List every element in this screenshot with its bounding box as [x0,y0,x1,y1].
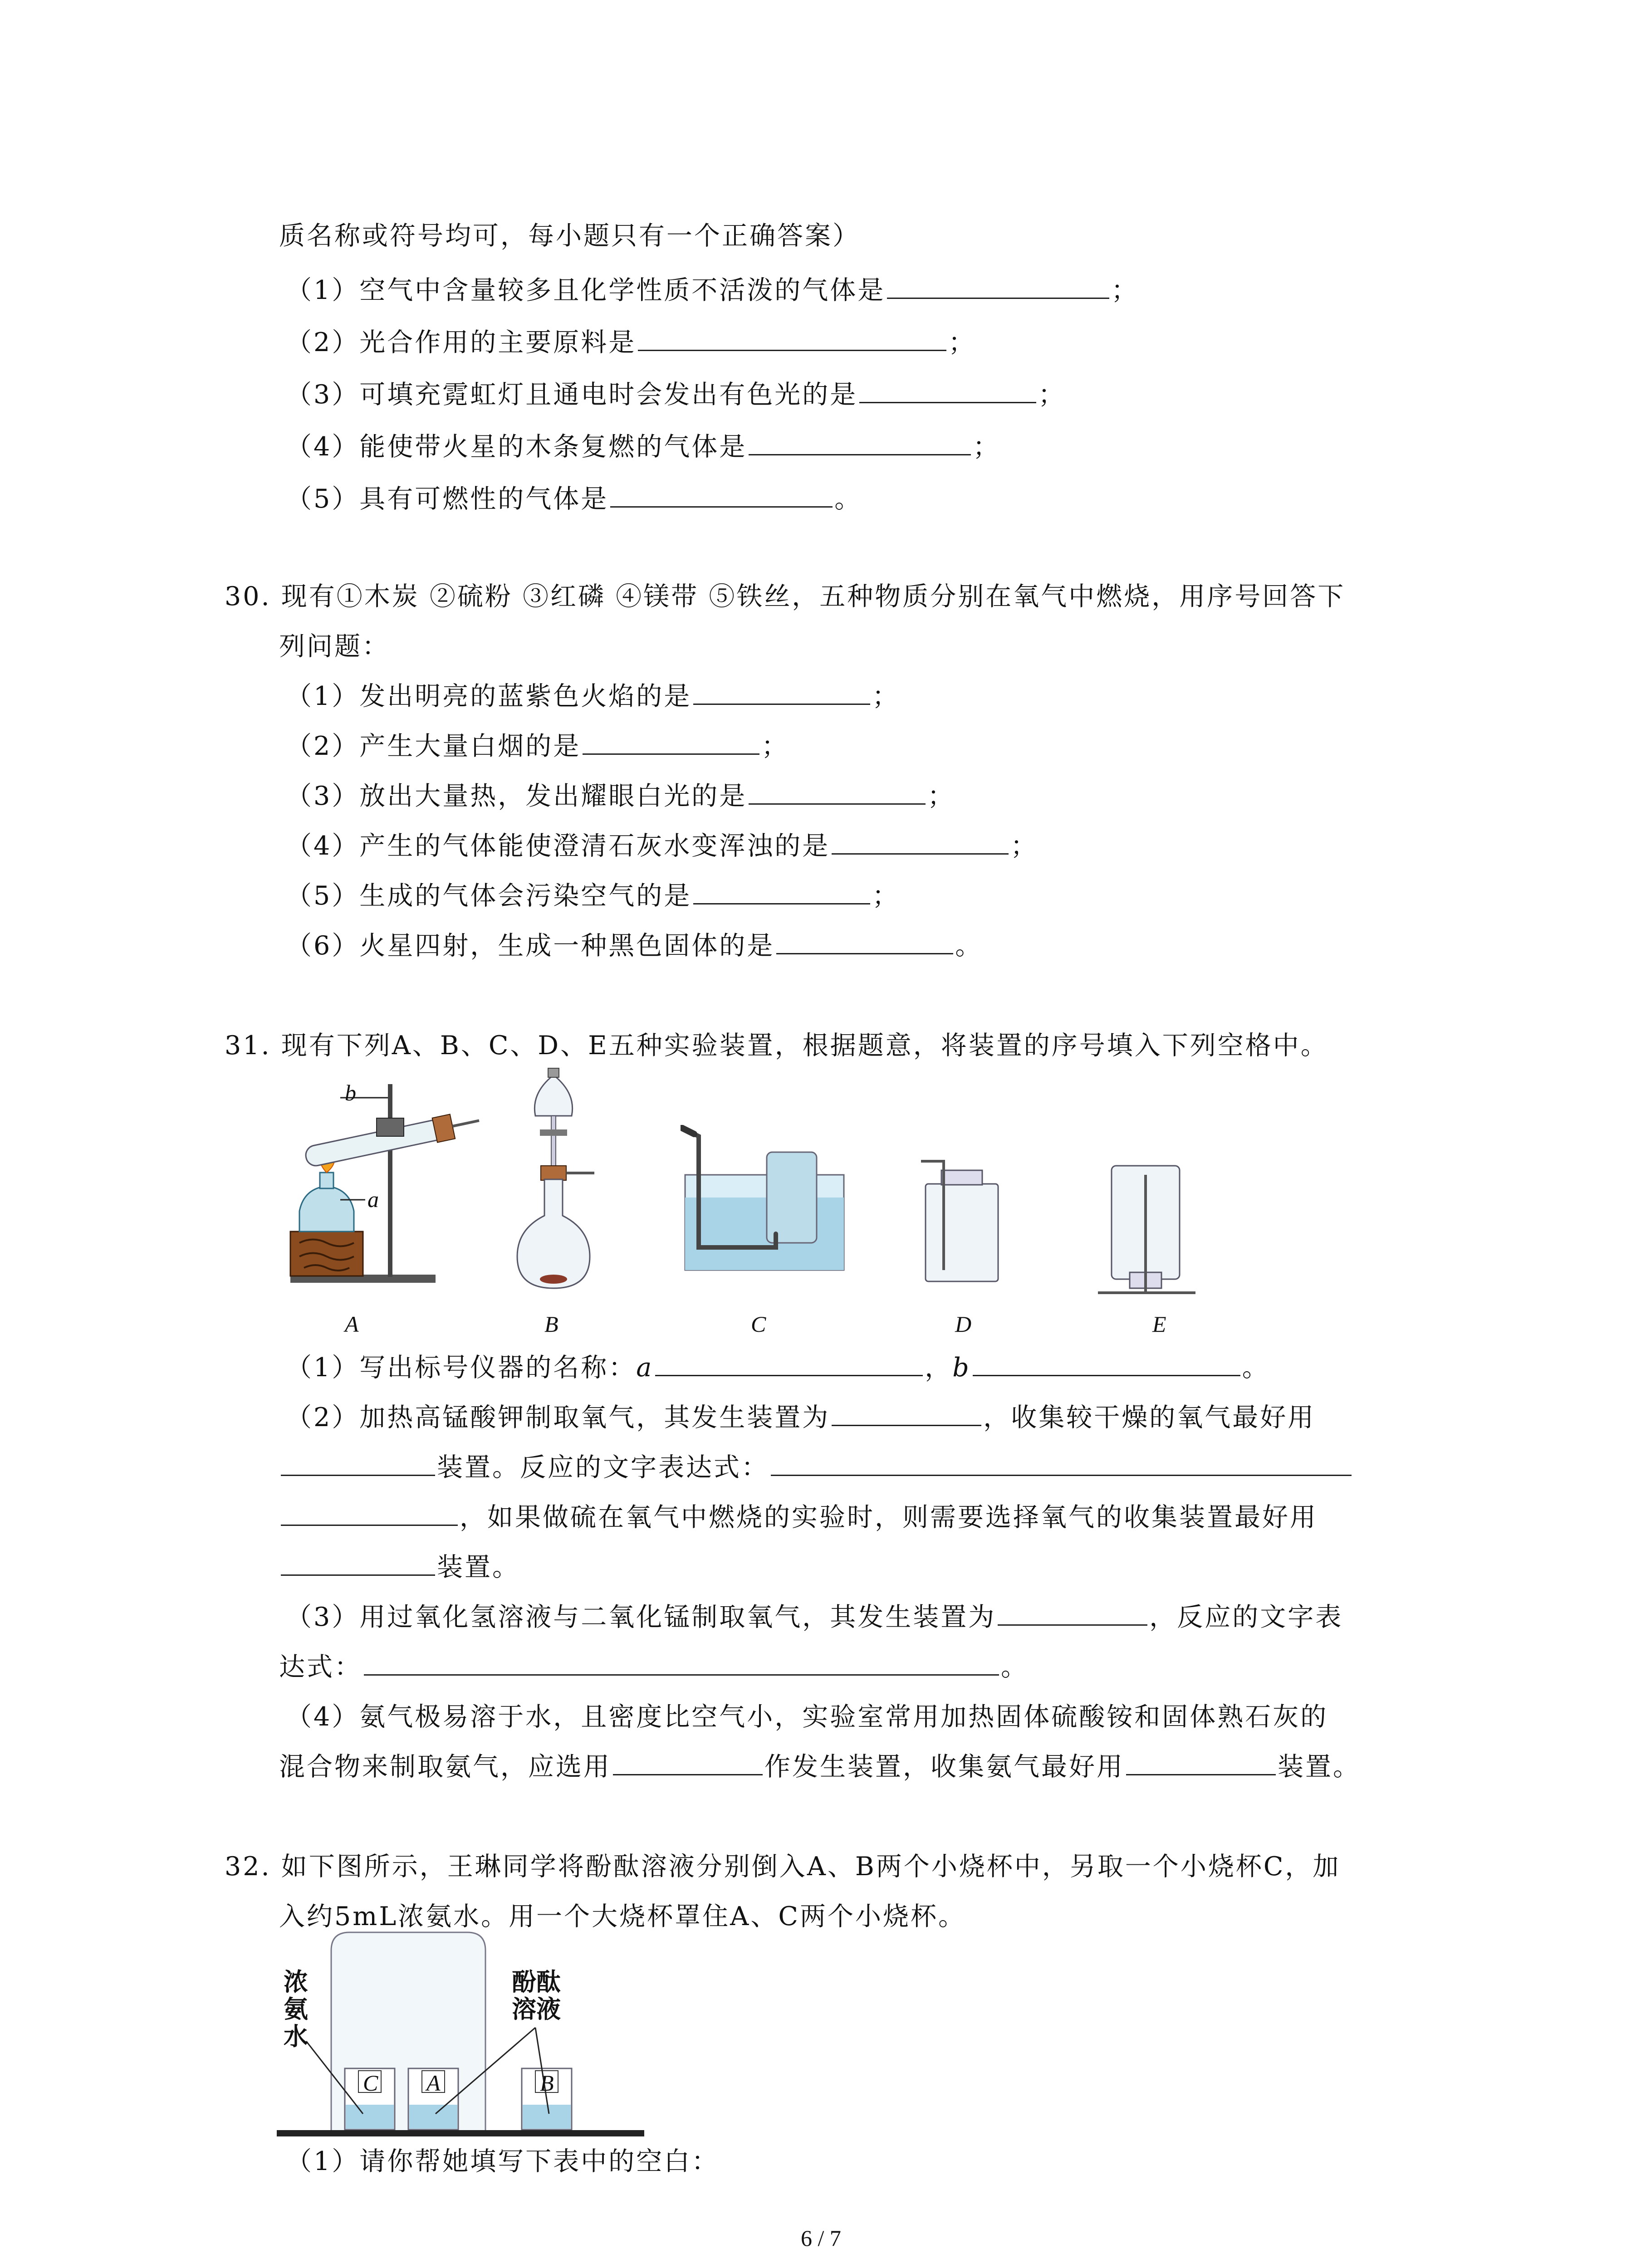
apparatus-e-illustration [1098,1161,1198,1297]
q30-item-3: （3）放出大量热，发出耀眼白光的是 ； [286,778,955,814]
q29-item-5: （5）具有可燃性的气体是 。 [286,481,862,517]
wooden-block [290,1232,363,1276]
answer-blank[interactable] [655,1350,923,1376]
label-b: b [345,1080,356,1105]
q32-stem-line1: 32. 如下图所示，王琳同学将酚酞溶液分别倒入A、B两个小烧杯中，另取一个小烧杯C，加 [225,1852,1341,1882]
answer-blank[interactable] [832,829,1009,855]
answer-blank[interactable] [638,325,946,351]
q31-stem: 31. 现有下列A、B、C、D、E五种实验装置，根据题意，将装置的序号填入下列空格中。 [225,1031,1328,1061]
q30-item-1: （1）发出明亮的蓝紫色火焰的是 ； [286,678,900,714]
q31-sub3-line1: （3）用过氧化氢溶液与二氧化锰制取氧气，其发生装置为 ，反应的文字表 [286,1599,1343,1635]
beaker-experiment-illustration [272,1923,653,2141]
q32-sub1: （1）请你帮她填写下表中的空白： [286,2146,720,2176]
answer-blank[interactable] [364,1650,999,1676]
beaker-label-b: B [540,2070,554,2096]
q29-item-4: （4）能使带火星的木条复燃的气体是 ； [286,429,1000,465]
caption-a: A [345,1311,359,1337]
q29-item-1: （1）空气中含量较多且化学性质不活泼的气体是 ； [286,272,1139,308]
q30-item-6: （6）火星四射，生成一种黑色固体的是 。 [286,928,983,964]
q29-item-3: （3）可填充霓虹灯且通电时会发出有色光的是 ； [286,376,1066,413]
q31-sub2-line1: （2）加热高锰酸钾制取氧气，其发生装置为 ，收集较干燥的氧气最好用 [286,1399,1315,1436]
q30-stem-line1: 30. 现有①木炭 ②硫粉 ③红磷 ④镁带 ⑤铁丝，五种物质分别在氧气中燃烧，用序号回答下 [225,582,1346,611]
answer-blank[interactable] [998,1600,1147,1626]
round-flask [517,1179,590,1288]
answer-blank[interactable] [776,929,953,954]
page-number: 6 / 7 [801,2225,841,2251]
answer-blank[interactable] [832,1400,981,1426]
q30-item-2: （2）产生大量白烟的是 ； [286,728,789,764]
answer-blank[interactable] [281,1550,435,1576]
apparatus-a-illustration [272,1075,508,1293]
q32-stem-line2: 入约5mL浓氨水。用一个大烧杯罩住A、C两个小烧杯。 [279,1901,966,1931]
q30-item-4: （4）产生的气体能使澄清石灰水变浑浊的是 ； [286,828,1038,864]
beaker-label-c: C [363,2070,378,2096]
answer-blank[interactable] [281,1450,435,1476]
q31-sub2-line3: ，如果做硫在氧气中燃烧的实验时，则需要选择氧气的收集装置最好用 [279,1499,1318,1535]
q30-item-5: （5）生成的气体会污染空气的是 ； [286,878,900,914]
caption-d: D [955,1311,972,1337]
answer-blank[interactable] [749,430,971,455]
q31-sub4-line2: 混合物来制取氨气，应选用 作发生装置，收集氨气最好用 装置。 [279,1749,1361,1785]
q31-sub3-line2: 达式： 。 [279,1649,1029,1685]
answer-blank[interactable] [693,679,870,705]
q31-sub2-line2: 装置。反应的文字表达式： [279,1449,1353,1486]
answer-blank[interactable] [583,729,759,755]
answer-blank[interactable] [771,1450,1352,1476]
collection-bottle [926,1184,998,1281]
answer-blank[interactable] [1126,1750,1276,1775]
label-concentrated-ammonia: 浓 氨 水 [284,1968,308,2051]
answer-blank[interactable] [973,1350,1240,1376]
label-a: a [367,1187,379,1212]
caption-c: C [751,1311,766,1337]
clamp [377,1118,404,1136]
separating-funnel [534,1075,572,1116]
apparatus-b-illustration [508,1066,599,1293]
answer-blank[interactable] [693,879,870,904]
apparatus-d-illustration [916,1157,1007,1284]
answer-blank[interactable] [613,1750,763,1775]
q30-stem-line2: 列问题： [279,631,390,661]
alcohol-lamp [299,1186,354,1232]
answer-blank[interactable] [887,273,1109,299]
answer-blank[interactable] [859,377,1036,403]
apparatus-c-illustration [681,1125,853,1275]
answer-blank[interactable] [281,1500,458,1526]
stand-rod [388,1084,392,1277]
q31-sub1: （1）写出标号仪器的名称：a ，b 。 [286,1349,1270,1386]
q31-sub4-line1: （4）氨气极易溶于水，且密度比空气小，实验室常用加热固体硫酸铵和固体熟石灰的 [286,1702,1328,1732]
answer-blank[interactable] [749,779,926,805]
gas-bottle [767,1152,817,1243]
q31-sub2-line4: 装置。 [279,1549,520,1585]
caption-b: B [544,1311,558,1337]
label-phenolphthalein: 酚酞 溶液 [512,1968,561,2024]
table-surface [277,2130,644,2136]
answer-blank[interactable] [610,482,833,508]
caption-e: E [1152,1311,1166,1337]
q29-item-2: （2）光合作用的主要原料是 ； [286,324,976,361]
q29-intro-tail: 质名称或符号均可，每小题只有一个正确答案） [279,221,860,251]
beaker-label-a: A [426,2070,441,2096]
